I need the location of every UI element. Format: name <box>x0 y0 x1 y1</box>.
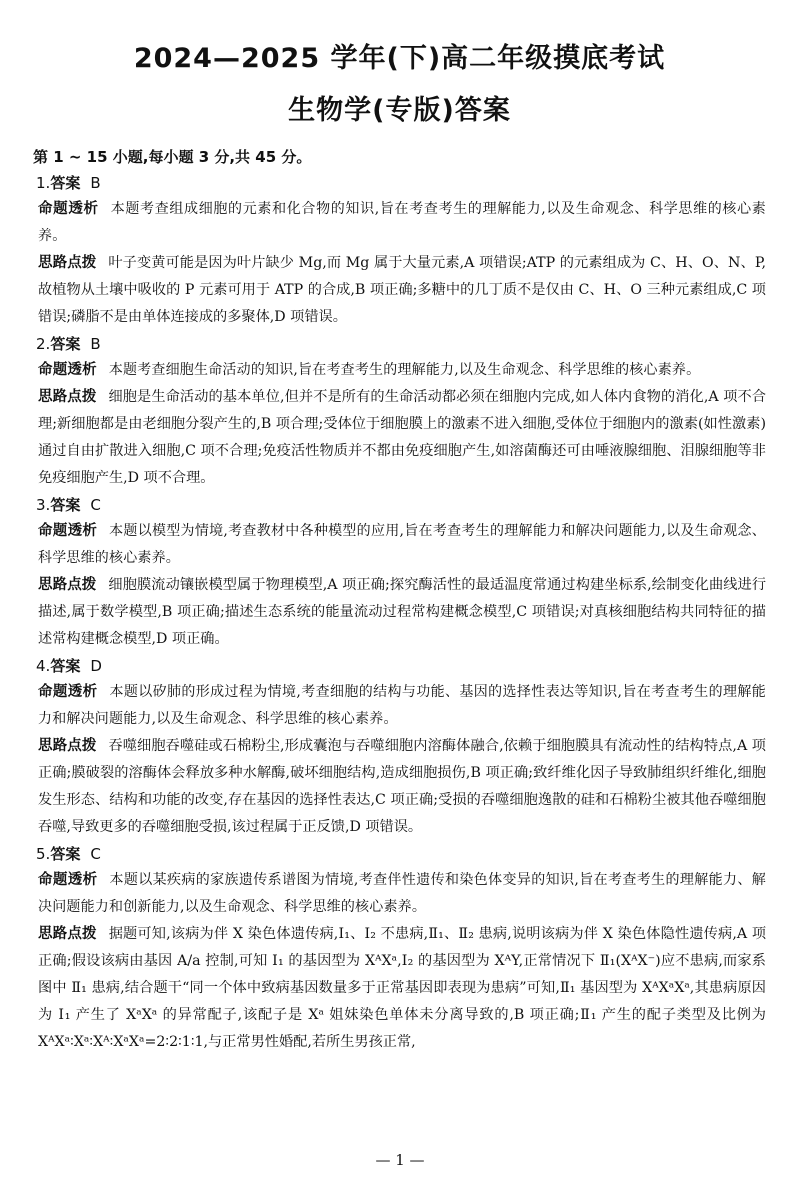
hint-label: 思路点拨 <box>38 577 97 593</box>
answer-letter: B <box>90 335 101 353</box>
hint-paragraph <box>36 733 766 841</box>
question-block <box>33 492 766 653</box>
analysis-label: 命题透析 <box>38 872 98 888</box>
question-answer-line <box>36 331 766 357</box>
page-subtitle: 生物学(专版)答案 <box>288 95 511 126</box>
question-number: 3. <box>36 496 51 514</box>
analysis-paragraph <box>36 518 766 572</box>
answer-label: 答案 <box>50 845 81 863</box>
question-answer-line <box>36 841 766 867</box>
hint-text: 据题可知,该病为伴 X 染色体遗传病,Ⅰ₁、Ⅰ₂ 不患病,Ⅱ₁、Ⅱ₂ 患病,说明该病为伴 X 染色体隐性遗传病,A 项正确;假设该病由基因 A/a 控制,可知 Ⅰ₁ 的基因型为 XᴬXᵃ,Ⅰ₂ 的基因型为 XᴬY,正常情况下 Ⅱ₁(XᴬX⁻)应不患病,而家系图中 Ⅱ₁ 患病,结合题干“同一个体中致病基因数量多于正常基因即表现为患病”可知,Ⅱ₁ 基因型为 XᴬXᵃXᵃ,其患病原因为 Ⅰ₁ 产生了 XᵃXᵃ 的异常配子,该配子是 Xᵃ 姐妹染色单体未分离导致的,B 项正确;Ⅱ₁ 产生的配子类型及比例为 XᴬXᵃ∶Xᵃ∶Xᴬ∶XᵃXᵃ=2∶2∶1∶1,与正常男性婚配,若所生男孩正常, <box>38 926 767 1050</box>
answer-letter: B <box>90 174 101 192</box>
analysis-paragraph <box>36 357 766 384</box>
hint-label: 思路点拨 <box>38 389 97 405</box>
answer-label: 答案 <box>50 657 81 675</box>
question-number: 4. <box>36 657 51 675</box>
answer-letter: D <box>90 657 102 675</box>
question-number: 1. <box>36 174 51 192</box>
analysis-text: 本题以模型为情境,考查教材中各种模型的应用,旨在考查考生的理解能力和解决问题能力,以及生命观念、科学思维的核心素养。 <box>38 523 766 566</box>
question-list <box>33 170 766 1056</box>
question-answer-line <box>36 653 766 679</box>
hint-paragraph <box>36 921 766 1056</box>
question-block <box>33 331 766 492</box>
analysis-label: 命题透析 <box>38 362 97 378</box>
answer-letter: C <box>90 845 101 863</box>
analysis-paragraph <box>36 867 766 921</box>
answer-label: 答案 <box>50 335 81 353</box>
hint-text: 细胞是生命活动的基本单位,但并不是所有的生命活动都必须在细胞内完成,如人体内食物的消化,A 项不合理;新细胞都是由老细胞分裂产生的,B 项合理;受体位于细胞膜上的激素不进入细胞,受体位于细胞内的激素(如性激素)通过自由扩散进入细胞,C 项不合理;免疫活性物质并不都由免疫细胞产生,如溶菌酶还可由唾液腺细胞、泪腺细胞等非免疫细胞产生,D 项不合理。 <box>38 389 766 486</box>
page-number: — 1 — <box>375 1151 425 1169</box>
question-block <box>33 653 766 841</box>
question-block <box>33 841 766 1056</box>
hint-label: 思路点拨 <box>38 738 97 754</box>
hint-text: 叶子变黄可能是因为叶片缺少 Mg,而 Mg 属于大量元素,A 项错误;ATP 的元素组成为 C、H、O、N、P,故植物从土壤中吸收的 P 元素可用于 ATP 的合成,B 项正确;多糖中的几丁质不是仅由 C、H、O 三种元素组成,C 项错误;磷脂不是由单体连接成的多聚体,D 项错误。 <box>38 255 767 325</box>
question-answer-line <box>36 492 766 518</box>
question-number: 5. <box>36 845 51 863</box>
page-title: 2024—2025 学年(下)高二年级摸底考试 <box>133 43 666 74</box>
answer-letter: C <box>90 496 101 514</box>
analysis-paragraph <box>36 679 766 733</box>
analysis-label: 命题透析 <box>38 523 98 539</box>
hint-text: 细胞膜流动镶嵌模型属于物理模型,A 项正确;探究酶活性的最适温度常通过构建坐标系,绘制变化曲线进行描述,属于数学模型,B 项正确;描述生态系统的能量流动过程常构建概念模型,C 项错误;对真核细胞结构共同特征的描述常构建概念模型,D 项正确。 <box>38 577 767 647</box>
analysis-label: 命题透析 <box>38 201 99 217</box>
hint-text: 吞噬细胞吞噬硅或石棉粉尘,形成囊泡与吞噬细胞内溶酶体融合,依赖于细胞膜具有流动性的结构特点,A 项正确;膜破裂的溶酶体会释放多种水解酶,破坏细胞结构,造成细胞损伤,B 项正确;致纤维化因子导致肺组织纤维化,细胞发生形态、结构和功能的改变,存在基因的选择性表达,C 项正确;受损的吞噬细胞逸散的硅和石棉粉尘被其他吞噬细胞吞噬,导致更多的吞噬细胞受损,该过程属于正反馈,D 项错误。 <box>38 738 766 835</box>
answer-label: 答案 <box>50 174 81 192</box>
question-answer-line <box>36 170 766 196</box>
section-intro: 第 1 ~ 15 小题,每小题 3 分,共 45 分。 <box>33 148 312 166</box>
analysis-text: 本题以矽肺的形成过程为情境,考查细胞的结构与功能、基因的选择性表达等知识,旨在考查考生的理解能力和解决问题能力,以及生命观念、科学思维的核心素养。 <box>38 684 766 727</box>
hint-paragraph <box>36 572 766 653</box>
hint-paragraph <box>36 250 766 331</box>
analysis-label: 命题透析 <box>38 684 98 700</box>
analysis-text: 本题以某疾病的家族遗传系谱图为情境,考查伴性遗传和染色体变异的知识,旨在考查考生的理解能力、解决问题能力和创新能力,以及生命观念、科学思维的核心素养。 <box>38 872 766 915</box>
analysis-text: 本题考查组成细胞的元素和化合物的知识,旨在考查考生的理解能力,以及生命观念、科学思维的核心素养。 <box>38 201 766 244</box>
analysis-paragraph <box>36 196 766 250</box>
hint-paragraph <box>36 384 766 492</box>
hint-label: 思路点拨 <box>38 255 97 271</box>
question-number: 2. <box>36 335 51 353</box>
answer-label: 答案 <box>50 496 81 514</box>
analysis-text: 本题考查细胞生命活动的知识,旨在考查考生的理解能力,以及生命观念、科学思维的核心素养。 <box>108 362 701 378</box>
question-block <box>33 170 766 331</box>
hint-label: 思路点拨 <box>38 926 97 942</box>
